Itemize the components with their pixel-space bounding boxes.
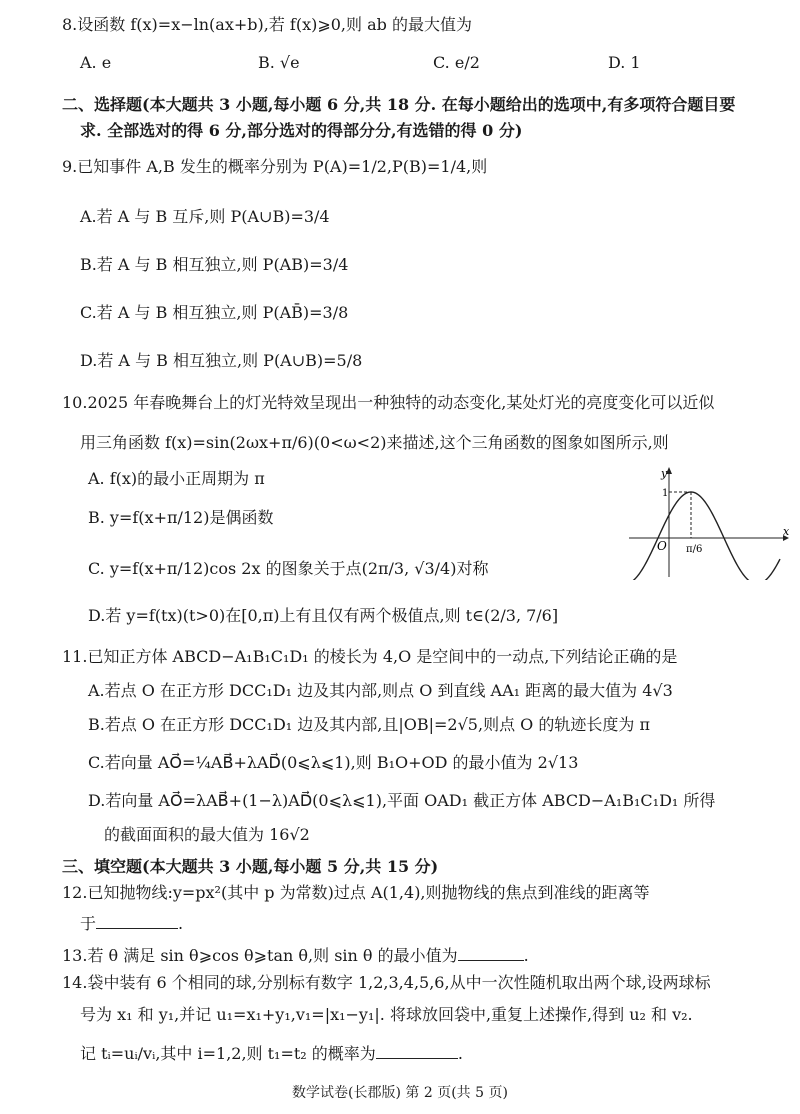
q10-option-d: D.若 y=f(tx)(t>0)在[0,π)上有且仅有两个极值点,则 t∈(2/3, 7/6] bbox=[88, 606, 559, 625]
graph-origin-label: O bbox=[657, 539, 667, 553]
q14-stem-3 bbox=[80, 1042, 463, 1065]
q11-option-b: B.若点 O 在正方形 DCC₁D₁ 边及其内部,且|OB|=2√5,则点 O 的轨迹长度为 π bbox=[88, 715, 650, 734]
q11-option-c: C.若向量 AO⃗=¼AB⃗+λAD⃗(0⩽λ⩽1),则 B₁O+OD 的最小值为 2√13 bbox=[88, 753, 579, 772]
q14-text-post: . bbox=[457, 1044, 463, 1063]
q10-option-a: A. f(x)的最小正周期为 π bbox=[88, 469, 265, 488]
q14-stem-2: 号为 x₁ 和 y₁,并记 u₁=x₁+y₁,v₁=|x₁−y₁|. 将球放回袋中,重复上述操作,得到 u₂ 和 v₂. bbox=[80, 1005, 693, 1024]
q9-stem: 9.已知事件 A,B 发生的概率分别为 P(A)=1/2,P(B)=1/4,则 bbox=[62, 157, 488, 176]
q11-option-d-1: D.若向量 AO⃗=λAB⃗+(1−λ)AD⃗(0⩽λ⩽1),平面 OAD₁ 截正方体 ABCD−A₁B₁C₁D₁ 所得 bbox=[88, 791, 716, 810]
q8-option-b: B. √e bbox=[258, 53, 300, 72]
q9-option-c: C.若 A 与 B 相互独立,则 P(AB̄)=3/8 bbox=[80, 303, 349, 322]
graph-one-label: 1 bbox=[662, 488, 669, 499]
section-2-heading: 二、选择题(本大题共 3 小题,每小题 6 分,共 18 分. 在每小题给出的选项中,有多项符合题目要 bbox=[62, 95, 736, 114]
q10-stem-2: 用三角函数 f(x)=sin(2ωx+π/6)(0<ω<2)来描述,这个三角函数的图象如图所示,则 bbox=[80, 433, 669, 452]
q8-stem: 8.设函数 f(x)=x−ln(ax+b),若 f(x)⩾0,则 ab 的最大值为 bbox=[62, 15, 472, 34]
q13-text-post: . bbox=[523, 946, 529, 965]
q9-option-b: B.若 A 与 B 相互独立,则 P(AB)=3/4 bbox=[80, 255, 349, 274]
q12-text-post: . bbox=[178, 914, 184, 933]
q10-option-c: C. y=f(x+π/12)cos 2x 的图象关于点(2π/3, √3/4)对称 bbox=[88, 559, 489, 578]
q11-stem: 11.已知正方体 ABCD−A₁B₁C₁D₁ 的棱长为 4,O 是空间中的一动点,下列结论正确的是 bbox=[62, 647, 678, 666]
q11-option-d-2: 的截面面积的最大值为 16√2 bbox=[104, 825, 310, 844]
q8-option-d: D. 1 bbox=[608, 53, 641, 72]
graph-x-label: x bbox=[783, 525, 790, 538]
q12-text-pre: 于 bbox=[80, 914, 97, 933]
q14-stem-1: 14.袋中装有 6 个相同的球,分别标有数字 1,2,3,4,5,6,从中一次性随机取出两个球,设两球标 bbox=[62, 973, 711, 992]
q10-option-b: B. y=f(x+π/12)是偶函数 bbox=[88, 508, 274, 527]
q13-answer-blank[interactable] bbox=[458, 944, 524, 961]
section-2-heading-cont: 求. 全部选对的得 6 分,部分选对的得部分分,有选错的得 0 分) bbox=[80, 121, 523, 140]
q12-stem-2 bbox=[80, 912, 183, 935]
q13-text-pre: 13.若 θ 满足 sin θ⩾cos θ⩾tan θ,则 sin θ 的最小值为 bbox=[62, 946, 458, 965]
q11-option-a: A.若点 O 在正方形 DCC₁D₁ 边及其内部,则点 O 到直线 AA₁ 距离的最大值为 4√3 bbox=[88, 681, 673, 700]
q13-stem bbox=[62, 944, 529, 967]
q9-option-d: D.若 A 与 B 相互独立,则 P(A∪B)=5/8 bbox=[80, 351, 363, 370]
q14-text-pre: 记 tᵢ=uᵢ/vᵢ,其中 i=1,2,则 t₁=t₂ 的概率为 bbox=[80, 1044, 376, 1063]
q12-answer-blank[interactable] bbox=[96, 912, 178, 929]
sine-curve bbox=[631, 492, 780, 580]
q8-option-c: C. e/2 bbox=[433, 53, 480, 72]
q8-option-a: A. e bbox=[80, 53, 112, 72]
graph-pi6-label: π/6 bbox=[686, 544, 703, 555]
page-footer: 数学试卷(长郡版) 第 2 页(共 5 页) bbox=[292, 1085, 508, 1101]
section-3-heading: 三、填空题(本大题共 3 小题,每小题 5 分,共 15 分) bbox=[62, 857, 439, 876]
q14-answer-blank[interactable] bbox=[376, 1042, 458, 1059]
q10-stem-1: 10.2025 年春晚舞台上的灯光特效呈现出一种独特的动态变化,某处灯光的亮度变化可以近似 bbox=[62, 393, 715, 412]
graph-y-label: y bbox=[661, 467, 668, 480]
q9-option-a: A.若 A 与 B 互斥,则 P(A∪B)=3/4 bbox=[80, 207, 330, 226]
q12-stem: 12.已知抛物线:y=px²(其中 p 为常数)过点 A(1,4),则抛物线的焦点到准线的距离等 bbox=[62, 883, 650, 902]
q10-sine-graph bbox=[625, 465, 790, 580]
